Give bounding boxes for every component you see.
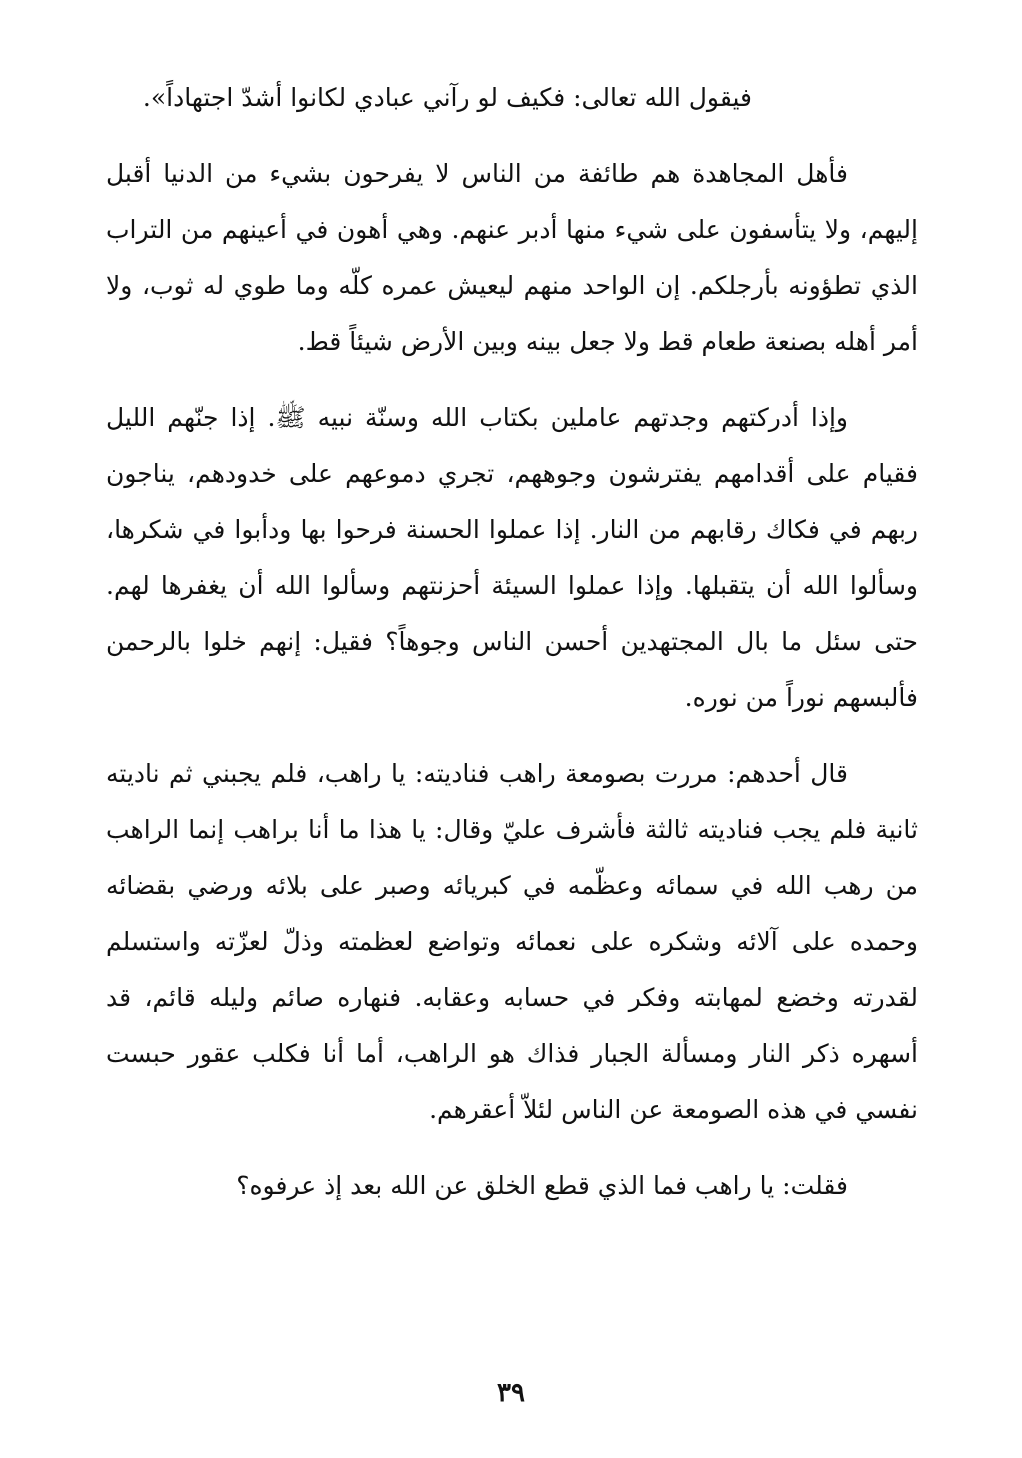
paragraph-monk-story: قال أحدهم: مررت بصومعة راهب فناديته: يا راهب، فلم يجبني ثم ناديته ثانية فلم يجب فناديته ثالثة فأشرف عليّ وقال: يا هذا ما أنا براهب إنما الراهب من رهب الله في سمائه وعظّمه في كبريائه وصبر على بلائه ورضي بقضائه وحمده على آلائه وشكره على نعمائه وتواضع لعظمته وذلّ لعزّته واستسلم لقدرته وخضع لمهابته وفكر في حسابه وعقابه. فنهاره صائم وليله قائم، قد أسهره ذكر النار ومسألة الجبار فذاك هو الراهب، أما أنا فكلب عقور حبست نفسي في هذه الصومعة عن الناس لئلاّ أعقرهم. [106,759,918,1124]
paragraph-night-prayer: وإذا أدركتهم وجدتهم عاملين بكتاب الله وسنّة نبيه ﷺ. إذا جنّهم الليل فقيام على أقدامهم يفترشون وجوههم، تجري دموعهم على خدودهم، يناجون ربهم في فكاك رقابهم من النار. إذا عملوا الحسنة فرحوا بها ودأبوا في شكرها، وسألوا الله أن يتقبلها. وإذا عملوا السيئة أحزنتهم وسألوا الله أن يغفرها لهم. حتى سئل ما بال المجتهدين أحسن الناس وجوهاً؟ فقيل: إنهم خلوا بالرحمن فألبسهم نوراً من نوره. [106,403,918,712]
page-body [106,70,918,1234]
paragraph-people-of-striving: فأهل المجاهدة هم طائفة من الناس لا يفرحون بشيء من الدنيا أقبل إليهم، ولا يتأسفون على شيء منها أدبر عنهم. وهي أهون في أعينهم من التراب الذي تطؤونه بأرجلكم. إن الواحد منهم ليعيش عمره كلّه وما طوي له ثوب، ولا أمر أهله بصنعة طعام قط ولا جعل بينه وبين الأرض شيئاً قط. [106,159,918,356]
paragraph-quote-ending: فيقول الله تعالى: فكيف لو رآني عبادي لكانوا أشدّ اجتهاداً». [142,83,752,112]
paragraph-question: فقلت: يا راهب فما الذي قطع الخلق عن الله بعد إذ عرفوه؟ [236,1171,848,1200]
page-number: ٣٩ [497,1378,525,1408]
